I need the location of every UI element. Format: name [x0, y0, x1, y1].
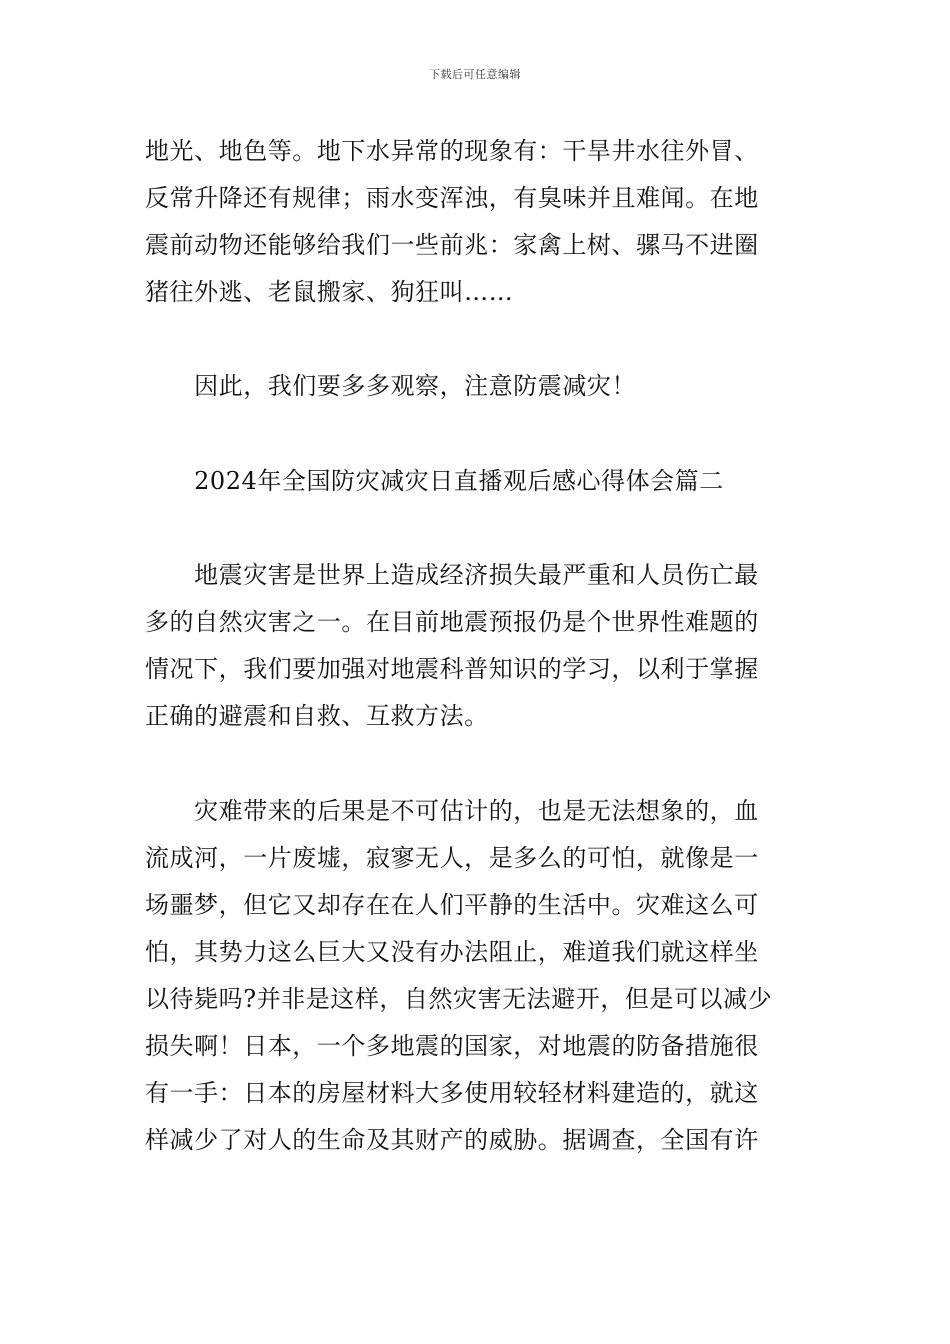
paragraph-disaster-consequences: [145, 788, 805, 1164]
page-header: 下载后可任意编辑: [429, 68, 521, 81]
heading-line: 2024年全国防灾减灾日直播观后感心得体会篇二: [145, 467, 724, 495]
text-line: 地光、地色等。地下水异常的现象有：干旱井水往外冒、: [145, 137, 759, 165]
text-line: 流成河，一片废墟，寂寥无人，是多么的可怕，就像是一: [145, 844, 759, 872]
text-line: 场噩梦，但它又却存在在人们平静的生活中。灾难这么可: [145, 891, 759, 919]
text-line: 灾难带来的后果是不可估计的，也是无法想象的，血: [145, 797, 759, 825]
text-line: 反常升降还有规律；雨水变浑浊，有臭味并且难闻。在地: [145, 184, 759, 212]
text-line: 正确的避震和自救、互救方法。: [145, 702, 489, 730]
section-heading: [145, 458, 805, 505]
paragraph-spacer: [145, 410, 805, 458]
text-line: 震前动物还能够给我们一些前兆：家禽上树、骡马不进圈: [145, 231, 759, 259]
text-line: 损失啊！日本，一个多地震的国家，对地震的防备措施很: [145, 1032, 759, 1060]
paragraph-earthquake-signs: [145, 128, 805, 316]
text-line: 怕，其势力这么巨大又没有办法阻止，难道我们就这样坐: [145, 938, 759, 966]
text-line: 多的自然灾害之一。在目前地震预报仍是个世界性难题的: [145, 608, 759, 636]
paragraph-disaster-intro: [145, 552, 805, 740]
text-line: 地震灾害是世界上造成经济损失最严重和人员伤亡最: [145, 561, 759, 589]
document-body: [145, 128, 805, 1164]
paragraph-conclusion: [145, 363, 805, 410]
paragraph-spacer: [145, 316, 805, 363]
paragraph-spacer: [145, 740, 805, 788]
text-line: 情况下，我们要加强对地震科普知识的学习，以利于掌握: [145, 655, 759, 683]
text-line: 样减少了对人的生命及其财产的威胁。据调查，全国有许: [145, 1126, 759, 1154]
text-line: 因此，我们要多多观察，注意防震减灾！: [145, 372, 636, 400]
text-line: 以待毙吗?并非是这样，自然灾害无法避开，但是可以减少: [145, 985, 773, 1013]
text-line: 猪往外逃、老鼠搬家、狗狂叫……: [145, 278, 514, 306]
paragraph-spacer: [145, 505, 805, 552]
text-line: 有一手：日本的房屋材料大多使用较轻材料建造的，就这: [145, 1079, 759, 1107]
